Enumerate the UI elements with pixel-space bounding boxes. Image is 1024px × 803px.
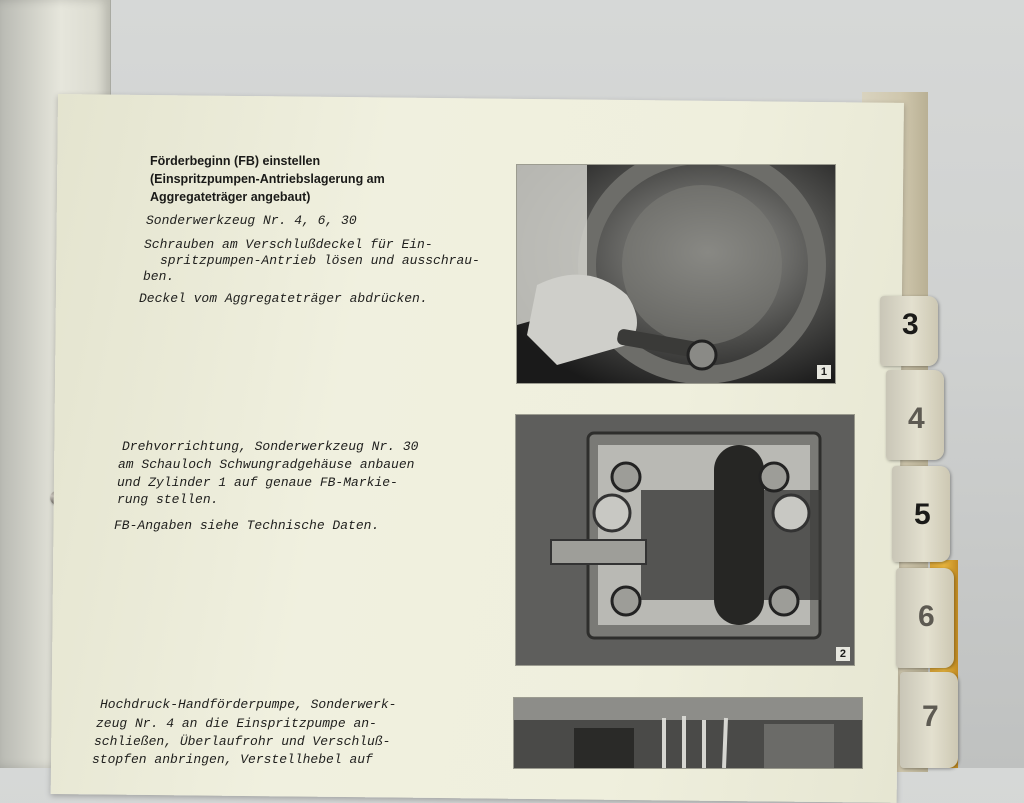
register-tab-4[interactable] <box>886 370 944 460</box>
tools-line: Sonderwerkzeug Nr. 4, 6, 30 <box>146 213 357 228</box>
photo-1 <box>517 165 835 383</box>
section2-line-3: und Zylinder 1 auf genaue FB-Markie- <box>117 475 398 490</box>
heading-line-1: Förderbeginn (FB) einstellen <box>150 154 321 168</box>
step1-line-2: spritzpumpen-Antrieb lösen und ausschrau- <box>160 253 480 268</box>
heading-line-2: (Einspritzpumpen-Antriebslagerung am <box>150 172 385 186</box>
photo-2-image <box>516 415 854 665</box>
heading-line-3: Aggregateträger angebaut) <box>150 190 311 204</box>
photo-1-number: 1 <box>817 365 831 379</box>
photo-2-number: 2 <box>836 647 850 661</box>
register-tab-7[interactable] <box>900 672 958 768</box>
tab-4-label: 4 <box>908 402 925 435</box>
step2-line: Deckel vom Aggregateträger abdrücken. <box>139 291 428 306</box>
section-heading <box>150 152 450 206</box>
register-tab-6[interactable] <box>896 568 954 668</box>
section3-line-1: Hochdruck-Handförderpumpe, Sonderwerk- <box>100 697 397 712</box>
tab-3-label: 3 <box>902 308 919 341</box>
photo-3-image <box>514 698 862 768</box>
register-tab-3[interactable] <box>880 296 938 366</box>
section3-line-3: schließen, Überlaufrohr und Verschluß- <box>94 734 391 749</box>
section2-line-4: rung stellen. <box>117 492 219 507</box>
section2-line-1: Drehvorrichtung, Sonderwerkzeug Nr. 30 <box>122 439 419 454</box>
section3-line-2: zeug Nr. 4 an die Einspritzpumpe an- <box>96 716 377 731</box>
photo-3 <box>514 698 862 768</box>
register-tab-5[interactable] <box>892 466 950 562</box>
step1-line-3: ben. <box>143 269 175 284</box>
section3-line-4: stopfen anbringen, Verstellhebel auf <box>92 752 373 767</box>
tab-6-label: 6 <box>918 600 935 633</box>
tab-7-label: 7 <box>922 700 939 733</box>
section2-note: FB-Angaben siehe Technische Daten. <box>114 518 380 533</box>
tab-5-label: 5 <box>914 498 931 531</box>
photo-1-image <box>517 165 835 383</box>
photo-2 <box>516 415 854 665</box>
section2-line-2: am Schauloch Schwungradgehäuse anbauen <box>118 457 415 472</box>
step1-line-1: Schrauben am Verschlußdeckel für Ein- <box>144 237 433 252</box>
